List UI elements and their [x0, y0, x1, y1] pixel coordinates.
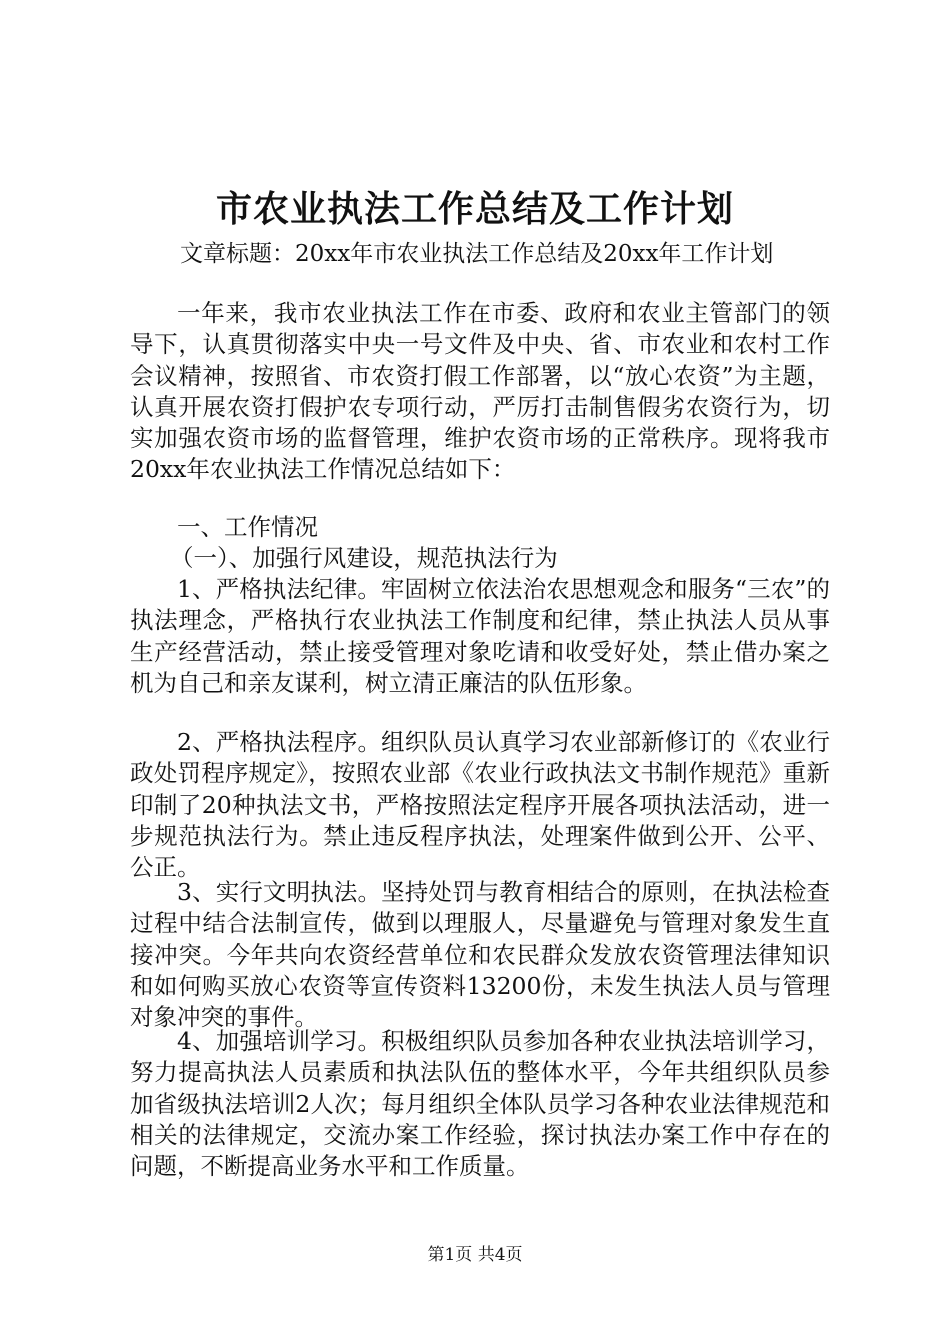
paragraph-item-1: 1、严格执法纪律。牢固树立依法治农思想观念和服务“三农”的执法理念，严格执行农业执法工作制度和纪律，禁止执法人员从事生产经营活动，禁止接受管理对象吃请和收受好处，禁止借办案之机为自己和亲友谋利，树立清正廉洁的队伍形象。: [130, 575, 830, 697]
section-heading: 一、工作情况: [177, 513, 318, 541]
paragraph-item-3: 3、实行文明执法。坚持处罚与教育相结合的原则，在执法检查过程中结合法制宣传，做到以理服人，尽量避免与管理对象发生直接冲突。今年共向农资经营单位和农民群众发放农资管理法律知识和如何购买放心农资等宣传资料13200份，未发生执法人员与管理对象冲突的事件。: [130, 878, 830, 1032]
page-number-footer: 第1页 共4页: [427, 1245, 523, 1265]
article-subtitle: 文章标题：20xx年市农业执法工作总结及20xx年工作计划: [180, 241, 774, 267]
paragraph-item-4: 4、加强培训学习。积极组织队员参加各种农业执法培训学习，努力提高执法人员素质和执法队伍的整体水平，今年共组织队员参加省级执法培训2人次；每月组织全体队员学习各种农业法律规范和相关的法律规定，交流办案工作经验，探讨执法办案工作中存在的问题，不断提高业务水平和工作质量。: [130, 1027, 830, 1181]
document-title: 市农业执法工作总结及工作计划: [215, 188, 734, 230]
intro-paragraph: 一年来，我市农业执法工作在市委、政府和农业主管部门的领导下，认真贯彻落实中央一号文件及中央、省、市农业和农村工作会议精神，按照省、市农资打假工作部署，以“放心农资”为主题，认真开展农资打假护农专项行动，严厉打击制售假劣农资行为，切实加强农资市场的监督管理，维护农资市场的正常秩序。现将我市20xx年农业执法工作情况总结如下：: [130, 299, 830, 484]
paragraph-item-2: 2、严格执法程序。组织队员认真学习农业部新修订的《农业行政处罚程序规定》，按照农业部《农业行政执法文书制作规范》重新印制了20种执法文书，严格按照法定程序开展各项执法活动，进一步规范执法行为。禁止违反程序执法，处理案件做到公开、公平、公正。: [130, 728, 830, 882]
subsection-heading: （一）、加强行风建设，规范执法行为: [170, 544, 558, 572]
